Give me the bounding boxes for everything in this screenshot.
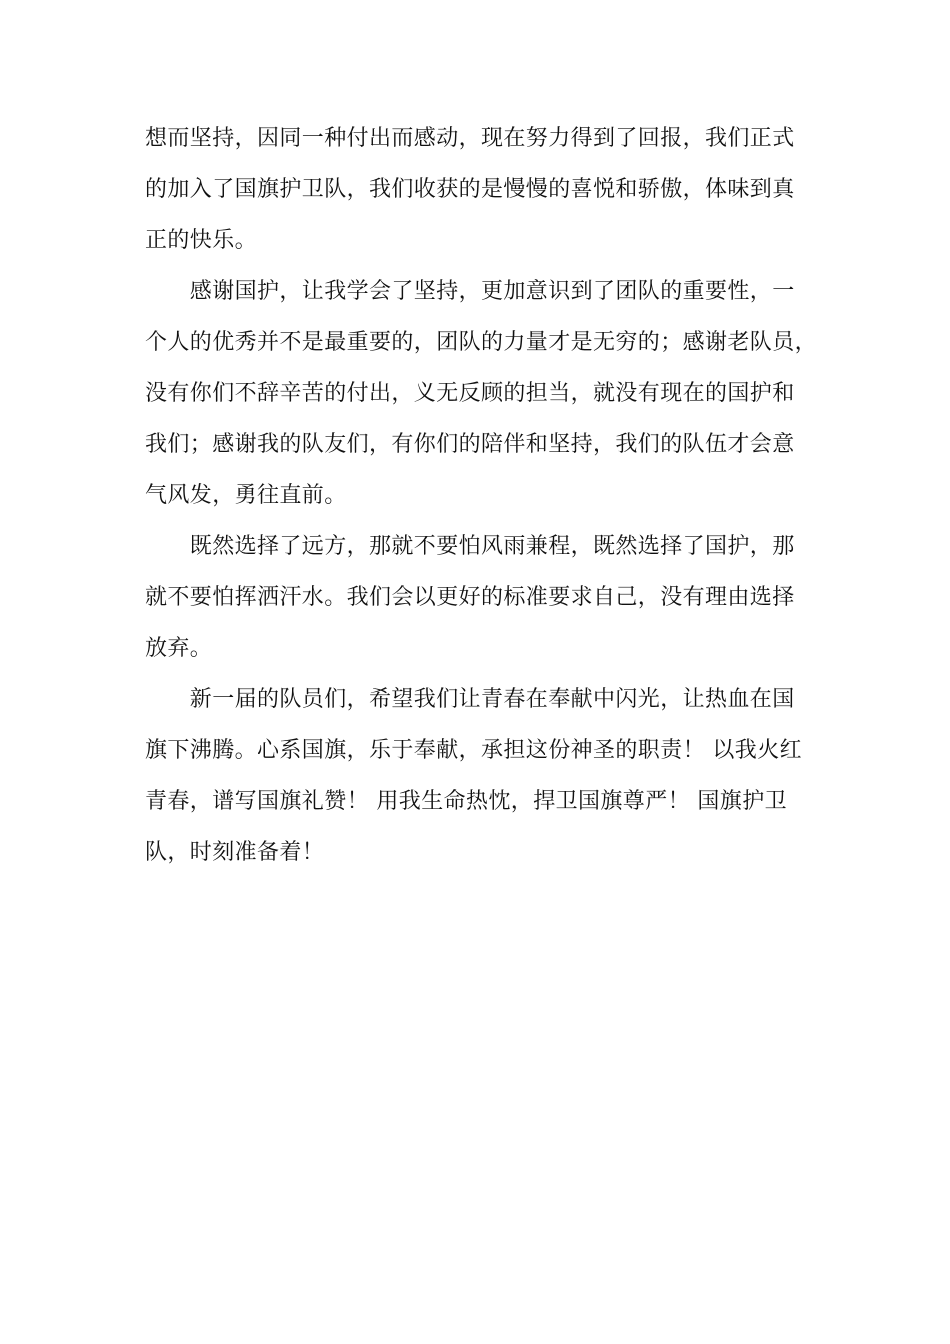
text-line: 放弃。	[145, 636, 213, 661]
text-line: 的加入了国旗护卫队，我们收获的是慢慢的喜悦和骄傲，体味到真	[145, 177, 795, 202]
text-line: 气风发，勇往直前。	[145, 483, 347, 508]
text-line: 没有你们不辞辛苦的付出，义无反顾的担当，就没有现在的国护和	[145, 381, 795, 406]
text-line: 就不要怕挥洒汗水。我们会以更好的标准要求自己，没有理由选择	[145, 585, 795, 610]
document-body	[145, 113, 825, 878]
text-line: 既然选择了远方，那就不要怕风雨兼程，既然选择了国护，那	[145, 534, 795, 559]
text-line: 青春，谱写国旗礼赞！ 用我生命热忱，捍卫国旗尊严！ 国旗护卫	[145, 789, 787, 814]
text-line: 想而坚持，因同一种付出而感动，现在努力得到了回报，我们正式	[145, 126, 795, 151]
text-line: 正的快乐。	[145, 228, 258, 253]
text-line: 个人的优秀并不是最重要的，团队的力量才是无穷的；感谢老队员，	[145, 330, 818, 355]
text-line: 我们；感谢我的队友们，有你们的陪伴和坚持，我们的队伍才会意	[145, 432, 795, 457]
text-line: 旗下沸腾。心系国旗，乐于奉献，承担这份神圣的职责！ 以我火红	[145, 738, 802, 763]
text-line: 感谢国护，让我学会了坚持，更加意识到了团队的重要性，一	[145, 279, 795, 304]
text-line: 队，时刻准备着！	[145, 840, 325, 865]
text-line: 新一届的队员们，希望我们让青春在奉献中闪光，让热血在国	[145, 687, 795, 712]
